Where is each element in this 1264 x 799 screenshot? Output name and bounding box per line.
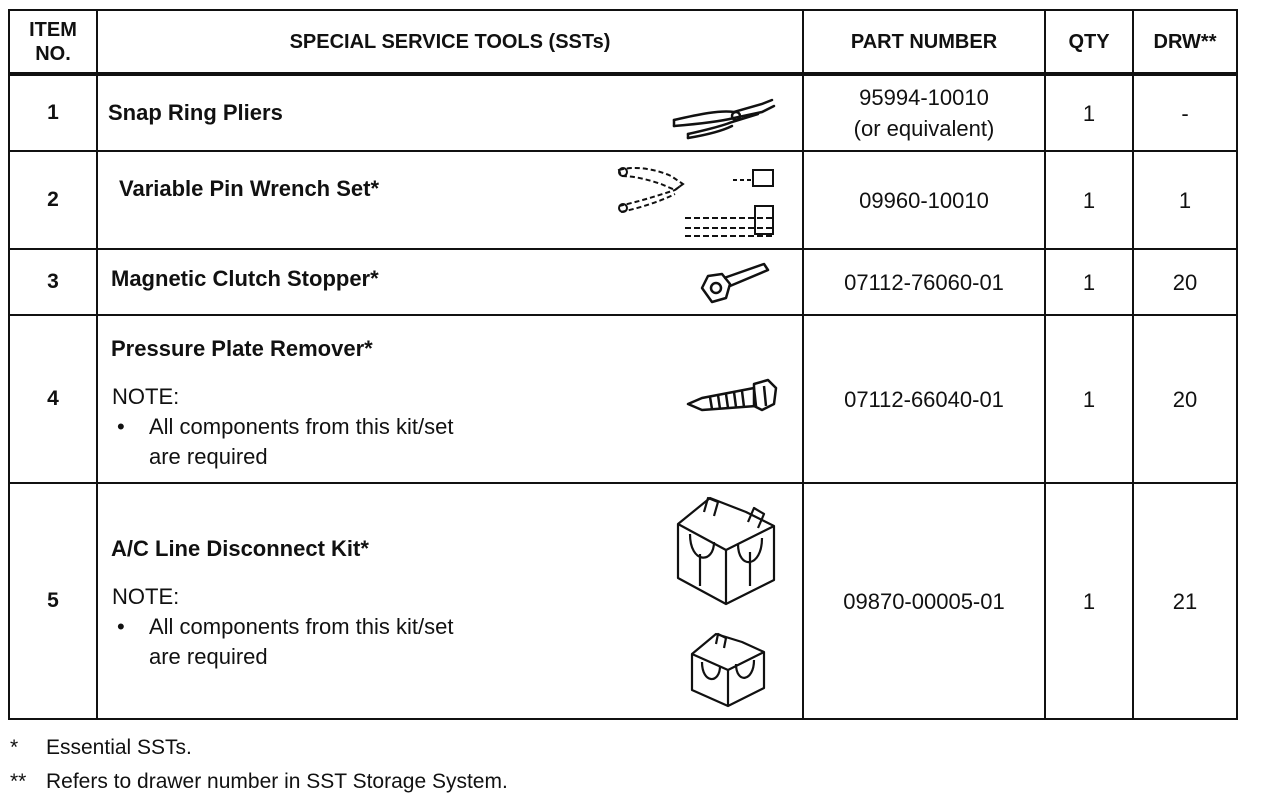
- item-number: 4: [9, 315, 97, 483]
- footnotes: [10, 731, 508, 799]
- clutch-stopper-icon: [698, 260, 774, 306]
- header-sst: SPECIAL SERVICE TOOLS (SSTs): [97, 10, 803, 74]
- part-number: 09960-10010: [803, 151, 1045, 249]
- tool-cell: [97, 74, 803, 151]
- sst-table: [8, 9, 1238, 720]
- note-block: [112, 582, 453, 672]
- header-part-number: PART NUMBER: [803, 10, 1045, 74]
- header-item-no: ITEM NO.: [9, 10, 97, 74]
- header-drw: DRW**: [1133, 10, 1237, 74]
- bullet: •: [117, 614, 125, 639]
- item-number: 2: [9, 151, 97, 249]
- bullet: •: [117, 414, 125, 439]
- note-label: NOTE:: [112, 384, 180, 409]
- tool-cell: [97, 483, 803, 719]
- part-number: 09870-00005-01: [803, 483, 1045, 719]
- tool-name: Magnetic Clutch Stopper*: [111, 266, 379, 291]
- note-block: [112, 382, 453, 472]
- tool-cell: [97, 315, 803, 483]
- part-number: 07112-76060-01: [803, 249, 1045, 315]
- item-number: 3: [9, 249, 97, 315]
- tool-cell: [97, 151, 803, 249]
- table-row: [9, 151, 1237, 249]
- qty-value: 1: [1045, 249, 1133, 315]
- table-row: [9, 315, 1237, 483]
- pin-wrench-icon: [613, 162, 783, 242]
- disconnect-kit-icon: [670, 494, 782, 708]
- tool-name: A/C Line Disconnect Kit*: [111, 536, 369, 561]
- drw-value: -: [1133, 74, 1237, 151]
- snap-ring-pliers-icon: [670, 94, 780, 140]
- part-number-value: 95994-10010: [859, 85, 989, 110]
- footnote-mark: *: [10, 736, 19, 759]
- footnote: [10, 731, 508, 765]
- part-number-note: (or equivalent): [853, 116, 995, 141]
- tool-name: Snap Ring Pliers: [108, 100, 283, 125]
- tool-cell: [97, 249, 803, 315]
- note-text: are required: [149, 644, 268, 669]
- drw-value: 20: [1133, 249, 1237, 315]
- note-text: All components from this kit/set: [149, 414, 454, 439]
- drw-value: 1: [1133, 151, 1237, 249]
- bolt-remover-icon: [684, 376, 780, 416]
- qty-value: 1: [1045, 74, 1133, 151]
- qty-value: 1: [1045, 151, 1133, 249]
- footnote-text: Refers to drawer number in SST Storage System.: [46, 770, 508, 793]
- footnote-mark: **: [10, 770, 27, 793]
- header-qty: QTY: [1045, 10, 1133, 74]
- item-number: 1: [9, 74, 97, 151]
- footnote-text: Essential SSTs.: [46, 736, 192, 759]
- part-number: [803, 74, 1045, 151]
- drw-value: 20: [1133, 315, 1237, 483]
- qty-value: 1: [1045, 315, 1133, 483]
- header-row: [9, 10, 1237, 74]
- footnote: [10, 765, 508, 799]
- table-row: [9, 74, 1237, 151]
- note-label: NOTE:: [112, 584, 180, 609]
- tool-name: Variable Pin Wrench Set*: [119, 176, 380, 201]
- table-row: [9, 483, 1237, 719]
- note-text: All components from this kit/set: [149, 614, 454, 639]
- item-number: 5: [9, 483, 97, 719]
- note-text: are required: [149, 444, 268, 469]
- tool-name: Pressure Plate Remover*: [111, 336, 373, 361]
- qty-value: 1: [1045, 483, 1133, 719]
- table-row: [9, 249, 1237, 315]
- part-number: 07112-66040-01: [803, 315, 1045, 483]
- drw-value: 21: [1133, 483, 1237, 719]
